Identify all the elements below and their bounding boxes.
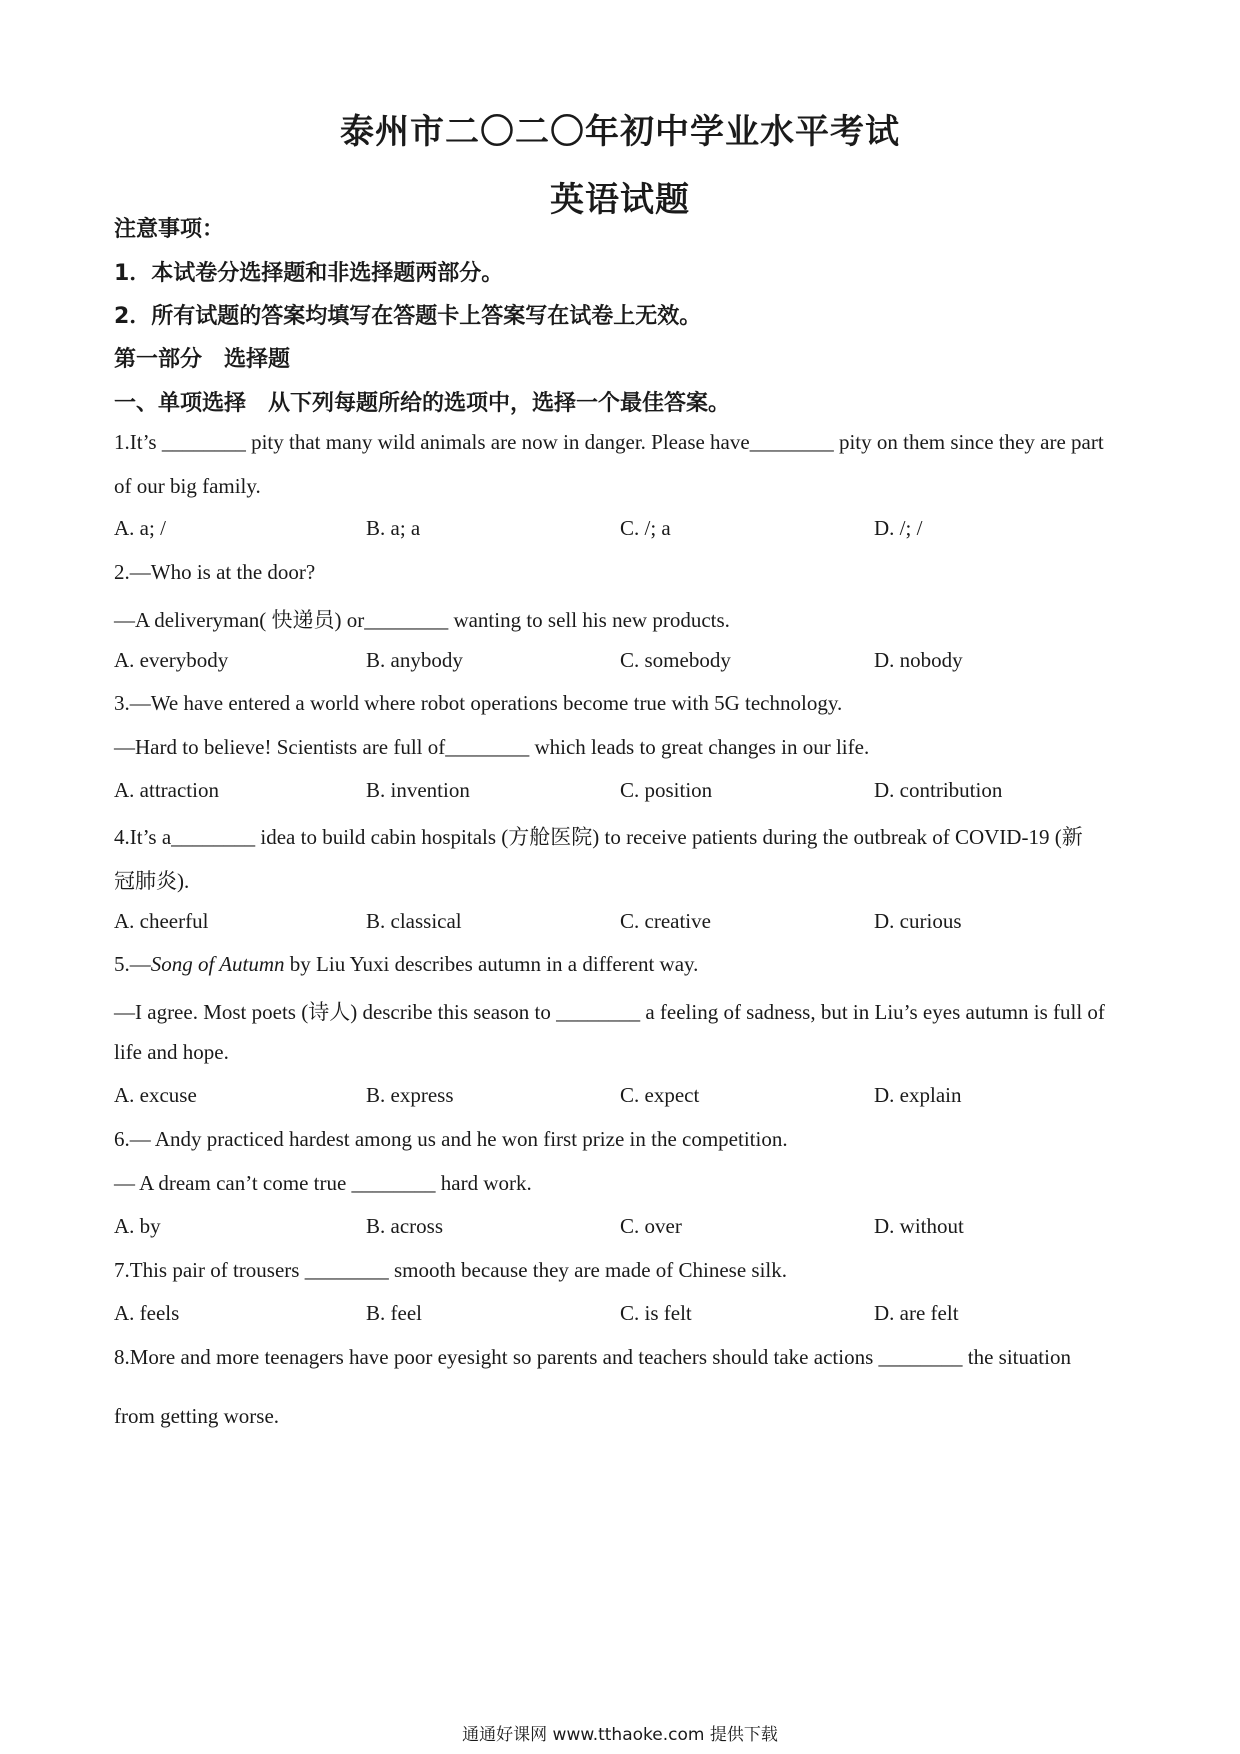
question-1-line-2: of our big family. bbox=[114, 474, 261, 498]
exam-subtitle: 英语试题 bbox=[550, 180, 690, 220]
question-6-option-c: C. over bbox=[620, 1214, 682, 1238]
question-7-options bbox=[114, 1301, 1124, 1331]
question-3-line-2: —Hard to believe! Scientists are full of________ which leads to great changes in our life. bbox=[114, 735, 870, 759]
question-5-option-b: B. express bbox=[366, 1083, 454, 1107]
question-4-option-a: A. cheerful bbox=[114, 909, 209, 933]
question-5-option-c: C. expect bbox=[620, 1083, 700, 1107]
question-5-option-a: A. excuse bbox=[114, 1083, 197, 1107]
question-7-line-1: 7.This pair of trousers ________ smooth because they are made of Chinese silk. bbox=[114, 1258, 788, 1282]
question-1-option-c: C. /; a bbox=[620, 516, 671, 540]
notes-heading: 注意事项： bbox=[114, 217, 225, 242]
question-7-option-c: C. is felt bbox=[620, 1301, 692, 1325]
question-7-option-a: A. feels bbox=[114, 1301, 180, 1325]
question-2-options bbox=[114, 648, 1124, 678]
song-title: Song of Autumn bbox=[150, 952, 285, 976]
question-1-option-a: A. a; / bbox=[114, 516, 166, 540]
question-2-option-a: A. everybody bbox=[114, 648, 229, 672]
question-1-option-b: B. a; a bbox=[366, 516, 421, 540]
question-3-option-a: A. attraction bbox=[114, 778, 219, 802]
question-7-option-b: B. feel bbox=[366, 1301, 422, 1325]
question-2-option-d: D. nobody bbox=[874, 648, 963, 672]
question-1-options bbox=[114, 516, 1124, 546]
question-7-option-d: D. are felt bbox=[874, 1301, 959, 1325]
question-4-line-2: 冠肺炎). bbox=[114, 869, 190, 893]
question-2-option-b: B. anybody bbox=[366, 648, 463, 672]
question-5-option-d: D. explain bbox=[874, 1083, 962, 1107]
question-5-line-2: —I agree. Most poets (诗人) describe this season to ________ a feeling of sadness, but in Liu’s eyes autumn is full of bbox=[114, 1000, 1105, 1024]
question-6-options bbox=[114, 1214, 1124, 1244]
question-3-option-b: B. invention bbox=[366, 778, 470, 802]
question-1-line-1: 1.It’s ________ pity that many wild animals are now in danger. Please have________ pity on them since they are part bbox=[114, 430, 1104, 454]
question-3-option-c: C. position bbox=[620, 778, 713, 802]
question-5-prefix: 5.— bbox=[114, 952, 151, 976]
question-6-option-b: B. across bbox=[366, 1214, 443, 1238]
question-5-line-3: life and hope. bbox=[114, 1040, 229, 1064]
question-4-options bbox=[114, 909, 1124, 939]
question-4-option-c: C. creative bbox=[620, 909, 711, 933]
question-6-option-a: A. by bbox=[114, 1214, 161, 1238]
question-2-line-1: 2.—Who is at the door? bbox=[114, 560, 316, 584]
question-3-line-1: 3.—We have entered a world where robot operations become true with 5G technology. bbox=[114, 691, 843, 715]
question-6-option-d: D. without bbox=[874, 1214, 964, 1238]
question-5-line-1 bbox=[114, 952, 698, 977]
question-2-option-c: C. somebody bbox=[620, 648, 731, 672]
note-item-2: 2．所有试题的答案均填写在答题卡上答案写在试卷上无效。 bbox=[114, 304, 702, 329]
question-8-line-2: from getting worse. bbox=[114, 1404, 280, 1428]
question-6-line-1: 6.— Andy practiced hardest among us and he won first prize in the competition. bbox=[114, 1127, 788, 1151]
question-5-options bbox=[114, 1083, 1124, 1113]
question-2-line-2: —A deliveryman( 快递员) or________ wanting to sell his new products. bbox=[114, 608, 730, 632]
question-6-line-2: — A dream can’t come true ________ hard work. bbox=[114, 1171, 532, 1195]
question-4-line-1: 4.It’s a________ idea to build cabin hospitals (方舱医院) to receive patients during the outbreak of COVID-19 (新 bbox=[114, 825, 1083, 849]
part1-heading: 第一部分 选择题 bbox=[114, 347, 291, 372]
question-3-options bbox=[114, 778, 1124, 808]
question-4-option-d: D. curious bbox=[874, 909, 962, 933]
question-5-line-1-rest: by Liu Yuxi describes autumn in a different way. bbox=[284, 952, 699, 976]
question-4-option-b: B. classical bbox=[366, 909, 462, 933]
page-footer: 通通好课网 www.tthaoke.com 提供下载 bbox=[462, 1725, 778, 1745]
question-1-option-d: D. /; / bbox=[874, 516, 923, 540]
exam-title: 泰州市二〇二〇年初中学业水平考试 bbox=[340, 112, 900, 152]
note-item-1: 1．本试卷分选择题和非选择题两部分。 bbox=[114, 261, 504, 286]
question-3-option-d: D. contribution bbox=[874, 778, 1003, 802]
question-8-line-1: 8.More and more teenagers have poor eyesight so parents and teachers should take actions ________ the situation bbox=[114, 1345, 1071, 1369]
section1-instruction: 一、单项选择 从下列每题所给的选项中，选择一个最佳答案。 bbox=[114, 391, 731, 416]
